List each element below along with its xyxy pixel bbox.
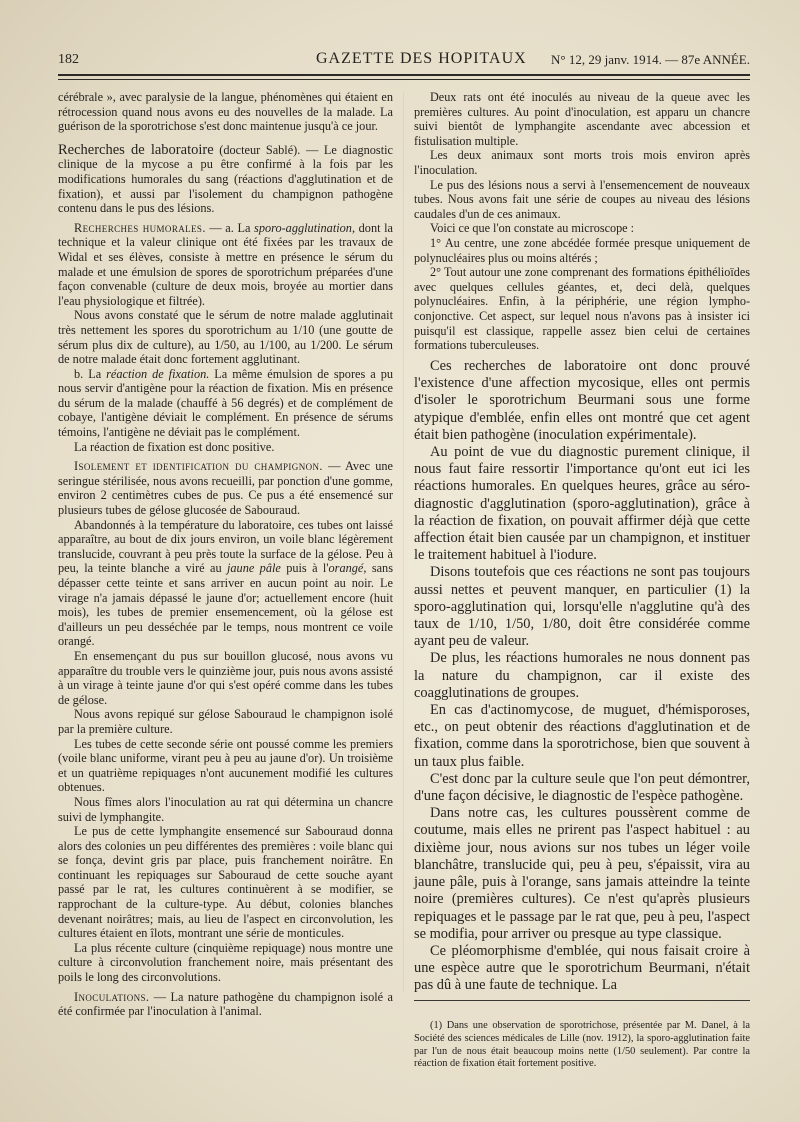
paragraph-repique: Nous avons repiqué sur gélose Sabouraud le champignon isolé par la première culture.	[58, 707, 393, 736]
right-column-continued	[414, 90, 750, 353]
paragraph-bouillon: En ensemençant du pus sur bouillon glucosé, nous avons vu apparaître du trouble vers le quinzième jour, puis nous avons assisté à un virage à teinte jaune d'or qui s'est opéré comme dans les tubes de gélose.	[58, 648, 393, 707]
paragraph-rats: Deux rats ont été inoculés au niveau de la queue avec les premières cultures. Au point d'inoculation, est apparu un chancre suivi bientôt de lymphangite ascendante avec abcession et fistulisation multiple.	[414, 90, 750, 148]
page-header	[58, 50, 750, 72]
paragraph-abandonnes: Abandonnés à la température du laboratoire, ces tubes ont laissé apparaître, au bout de dix jours environ, un voile blanc légèrement translucide, couvrant à peu près toute la surface de la gélose. Peu à peu, la teinte blanche a viré au jaune pâle puis à l'orangé, sans dépasser cette teinte et sans arriver en aucun point au noir. Le virage n'a jamais dépassé le jaune d'or; actuellement encore (huit mois), les tubes de premier ensemencement, où la gélose est d'ailleurs un peu desséchée par le temps, nous montrent ce voile orangé.	[58, 517, 393, 649]
paragraph-humoral: Recherches humorales. — a. La sporo-agglutination, dont la technique et la valeur clinique ont été fixées par les travaux de Widal et ses élèves, consiste à mettre en présence le sérum du malade et une émulsion de spores de sporotrichum préparées d'une façon convenable (culture de deux mois, broyée au mortier dans l'eau physiologique et filtrée).	[58, 220, 393, 308]
paragraph-notre-cas: Dans notre cas, les cultures poussèrent comme de coutume, mais elles ne prirent pas l'aspect habituel : au dixième jour, nous avions sur nos tubes un léger voile blanchâtre, translucide qui, peu à peu, s'épaissit, vira au jaune pâle, puis à l'orange, sans jamais atteindre la teinte noire (premières cultures). Ce n'est qu'après plusieurs repiquages et le passage par le rat que, peu à peu, l'aspect se modifia, pour arriver ou presque au type classique.	[414, 805, 750, 942]
right-column-discussion	[414, 358, 750, 995]
footnote-text: (1) Dans une observation de sporotrichose, présentée par M. Danel, à la Société des sciences médicales de Lille (nov. 1912), la sporo-agglutination faite par l'un de nous était beaucoup moins nette (1/50 seulement). Par contre la réaction de fixation était fortement positive.	[414, 1020, 750, 1070]
heading-isolement: Isolement et identification du champignon.	[74, 459, 323, 474]
heading-labo: Recherches de laboratoire	[58, 141, 214, 158]
paragraph-isolement: Isolement et identification du champignon. — Avec une seringue stérilisée, nous avons recueilli, par ponction d'une gomme, environ 2 centimètres cubes de pus. Ce pus a été ensemencé sur plusieurs tubes de gélose glucosée de Sabouraud.	[58, 459, 393, 518]
paragraph-inoculations: Inoculations. — La nature pathogène du champignon isolé a été confirmée par l'inoculation à l'animal.	[58, 989, 393, 1019]
paragraph-fixation-positive: La réaction de fixation est donc positive.	[74, 439, 275, 454]
paragraph-pleomorphisme: Ce pléomorphisme d'emblée, qui nous faisait croire à une espèce autre que le sporotrichum Beurmani, n'était pas dû à une faute de technique. La	[414, 942, 750, 994]
paragraph-microscope: Voici ce que l'on constate au microscope :	[430, 221, 635, 236]
paragraph-lesions: Le pus des lésions nous a servi à l'ensemencement de nouveaux tubes. Nous avons fait une série de coupes au niveau des lésions caudales d'un de ces animaux.	[414, 177, 750, 221]
paragraph-rat: Nous fîmes alors l'inoculation au rat qui détermina un chancre suivi de lymphangite.	[58, 794, 393, 824]
paragraph-agglutination: Nous avons constaté que le sérum de notre malade agglutinait très nettement les spores du sporotrichum au 1/10 (une goutte de sérum plus dix de culture), au 1/50, au 1/100, au 1/200. Le sérum de notre malade était donc fortement agglutinant.	[58, 308, 393, 367]
paragraph-actinomycose: En cas d'actinomycose, de muguet, d'hémisporoses, etc., on peut obtenir des réactions d'agglutination et de fixation, comme dans la sporotrichose, bien que souvent à un taux plus faible.	[414, 702, 750, 770]
paragraph-culture: C'est donc par la culture seule que l'on peut démontrer, d'une façon décisive, le diagnostic de l'espèce pathogène.	[414, 770, 750, 805]
footnote-rule	[414, 1000, 750, 1001]
page-number: 182	[58, 52, 79, 67]
heading-humoral: Recherches humorales.	[74, 220, 206, 235]
paragraph-ces-recherches: Ces recherches de laboratoire ont donc prouvé l'existence d'une affection mycosique, elles ont permis d'isoler le sporotrichum Beurmani sous une forme atypique d'emblée, enfin elles ont montré que cet agent était bien pathogène (inoculation expérimentale).	[414, 358, 750, 443]
paragraph-pus: Le pus de cette lymphangite ensemencé sur Sabouraud donna alors des colonies un peu différentes des premières : voile blanc qui se fonça, devint gris par place, puis franchement noirâtre. En continuant les repiquages sur Sabouraud de cette souche ayant passé par le rat, les cultures continuèrent à se modifier, se rapprochant de la culture-type. Au début, colonies blanches devenant noirâtres; mais, au lieu de l'aspect en circonvolution, les cultures étaient en îlots, montrant une série de monticules.	[58, 824, 393, 941]
column-divider	[403, 92, 404, 992]
footnote	[414, 1020, 750, 1071]
paragraph-diagnostic: Au point de vue du diagnostic purement clinique, il nous faut faire ressortir l'importance qu'ont eut ici les réactions humorales. En quelques heures, grâce au séro-diagnostic d'agglutination (sporo-agglutination), grâce à la réaction de fixation, on pouvait affirmer déjà que cette affection était bien causée par un champignon, et instituer le traitement habituel à l'iodure.	[414, 444, 750, 564]
issue-info: N° 12, 29 janv. 1914. — 87e ANNÉE.	[551, 52, 750, 67]
paragraph-disons: Disons toutefois que ces réactions ne sont pas toujours aussi nettes et peuvent manquer, en particulier (1) la sporo-agglutination qui, lorsqu'elle n'agglutine qu'à des taux de 1/10, 1/50, 1/80, doit être considérée comme ayant peu de valeur.	[414, 564, 750, 650]
paragraph-de-plus: De plus, les réactions humorales ne nous donnent pas la nature du champignon, car il existe des coagglutinations de groupes.	[414, 650, 750, 701]
heading-inoculations: Inoculations.	[74, 989, 150, 1004]
list-item-1: 1° Au centre, une zone abcédée formée presque uniquement de polynucléaires plus ou moins altérés ;	[414, 235, 750, 265]
header-rule-thin	[58, 79, 750, 80]
header-rule-thick	[58, 74, 750, 76]
journal-title: GAZETTE DES HOPITAUX	[316, 50, 527, 67]
paragraph-morts: Les deux animaux sont morts trois mois environ après l'inoculation.	[414, 148, 750, 177]
paragraph-intro: cérébrale », avec paralysie de la langue, phénomènes qui étaient en rétrocession quand nous avons eu des nouvelles de la malade. La guérison de la sporotrichose s'est donc maintenue jusqu'à ce jour.	[58, 90, 393, 134]
left-column	[58, 90, 393, 1019]
paragraph-recente: La plus récente culture (cinquième repiquage) nous montre une culture à circonvolution franchement noire, mais présentant des poils le long des circonvolutions.	[58, 940, 393, 985]
paragraph-labo: Recherches de laboratoire (docteur Sablé). — Le diagnostic clinique de la mycose a pu être confirmé à la fois par les modifications humorales du sang (réactions d'agglutination et de fixation), et aussi par l'isolement du champignon pathogène contenu dans le pus des lésions.	[58, 141, 394, 216]
paragraph-tubes: Les tubes de cette seconde série ont poussé comme les premiers (voile blanc uniforme, virant peu à peu au jaune d'or). Un troisième et un quatrième repiquages n'ont aucunement modifié les cultures obtenues.	[58, 736, 393, 795]
list-item-2: 2° Tout autour une zone comprenant des formations épithélioïdes avec quelques cellules géantes, et, deci delà, quelques polynucléaires. Enfin, à la périphérie, une région lympho-conjonctive. Cet aspect, sur lequel nous n'avons pas à insister ici puisqu'il est classique, rappelle assez bien celui de certaines formations tuberculeuses.	[414, 265, 750, 353]
paragraph-fixation: b. La réaction de fixation. La même émulsion de spores a pu nous servir d'antigène pour la réaction de fixation. Mis en présence du sérum de la malade (chauffé à 56 degrés) et de complément de cobaye, l'antigène déviait le complément. En présence de sérums témoins, l'antigène ne déviait pas le complément.	[58, 366, 393, 440]
